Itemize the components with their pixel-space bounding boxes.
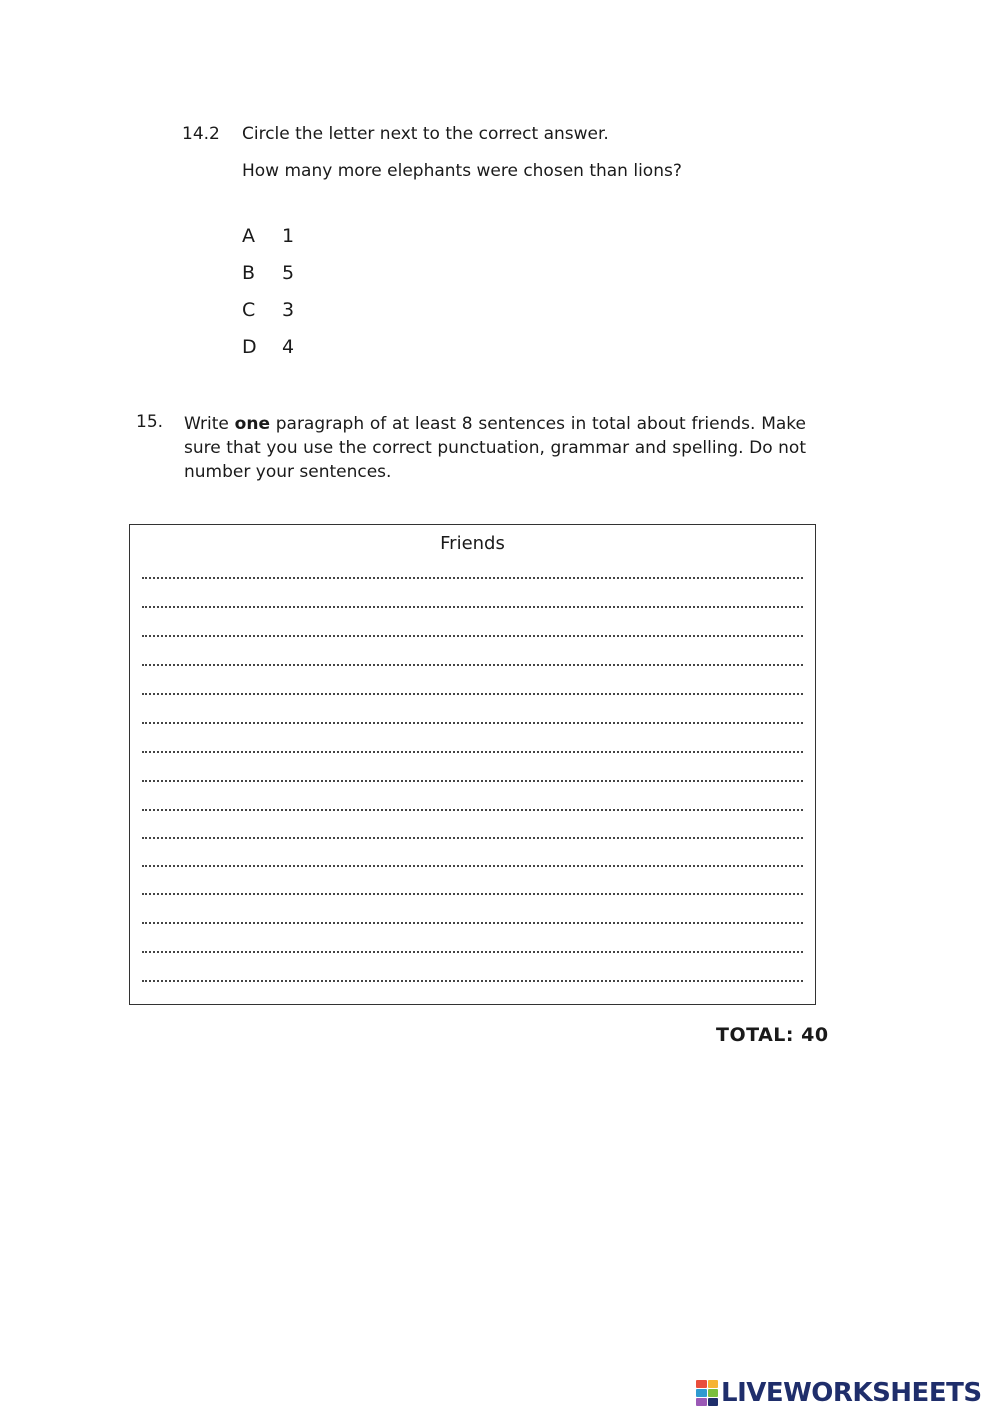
writing-line[interactable] <box>142 837 803 839</box>
question-number-15: 15. <box>136 412 164 432</box>
question-text: How many more elephants were chosen than lions? <box>242 161 682 181</box>
writing-line[interactable] <box>142 577 803 579</box>
option-value: 4 <box>282 336 295 358</box>
writing-line[interactable] <box>142 606 803 608</box>
writing-line[interactable] <box>142 951 803 953</box>
writing-box-title: Friends <box>440 533 505 554</box>
writing-box[interactable] <box>129 524 816 1005</box>
question-instruction: Circle the letter next to the correct answer. <box>242 124 609 144</box>
question-15-text <box>184 412 806 484</box>
answer-option[interactable] <box>242 225 294 247</box>
answer-option[interactable] <box>242 262 294 284</box>
total-score: TOTAL: 40 <box>716 1024 829 1046</box>
liveworksheets-logo[interactable] <box>696 1377 982 1409</box>
option-value: 1 <box>282 225 295 247</box>
writing-line[interactable] <box>142 922 803 924</box>
option-letter: D <box>242 336 257 358</box>
writing-line[interactable] <box>142 980 803 982</box>
question-15-text-part: paragraph of at least 8 sentences in total about friends. Make sure that you use the correct punctuation, grammar and spelling. Do not number your sentences. <box>184 414 806 482</box>
writing-line[interactable] <box>142 693 803 695</box>
writing-line[interactable] <box>142 635 803 637</box>
option-letter: C <box>242 299 256 321</box>
liveworksheets-logo-icon <box>696 1380 718 1406</box>
writing-line[interactable] <box>142 865 803 867</box>
logo-text: LIVEWORKSHEETS <box>721 1378 982 1408</box>
question-15-text-part: Write <box>184 414 235 434</box>
writing-line[interactable] <box>142 751 803 753</box>
option-value: 3 <box>282 299 295 321</box>
writing-line[interactable] <box>142 780 803 782</box>
option-letter: B <box>242 262 256 284</box>
option-letter: A <box>242 225 255 247</box>
writing-line[interactable] <box>142 664 803 666</box>
question-number-14-2: 14.2 <box>182 124 220 144</box>
answer-option[interactable] <box>242 336 294 358</box>
answer-option[interactable] <box>242 299 294 321</box>
option-value: 5 <box>282 262 295 284</box>
writing-line[interactable] <box>142 722 803 724</box>
writing-line[interactable] <box>142 809 803 811</box>
writing-line[interactable] <box>142 893 803 895</box>
question-15-bold-word: one <box>234 414 270 434</box>
